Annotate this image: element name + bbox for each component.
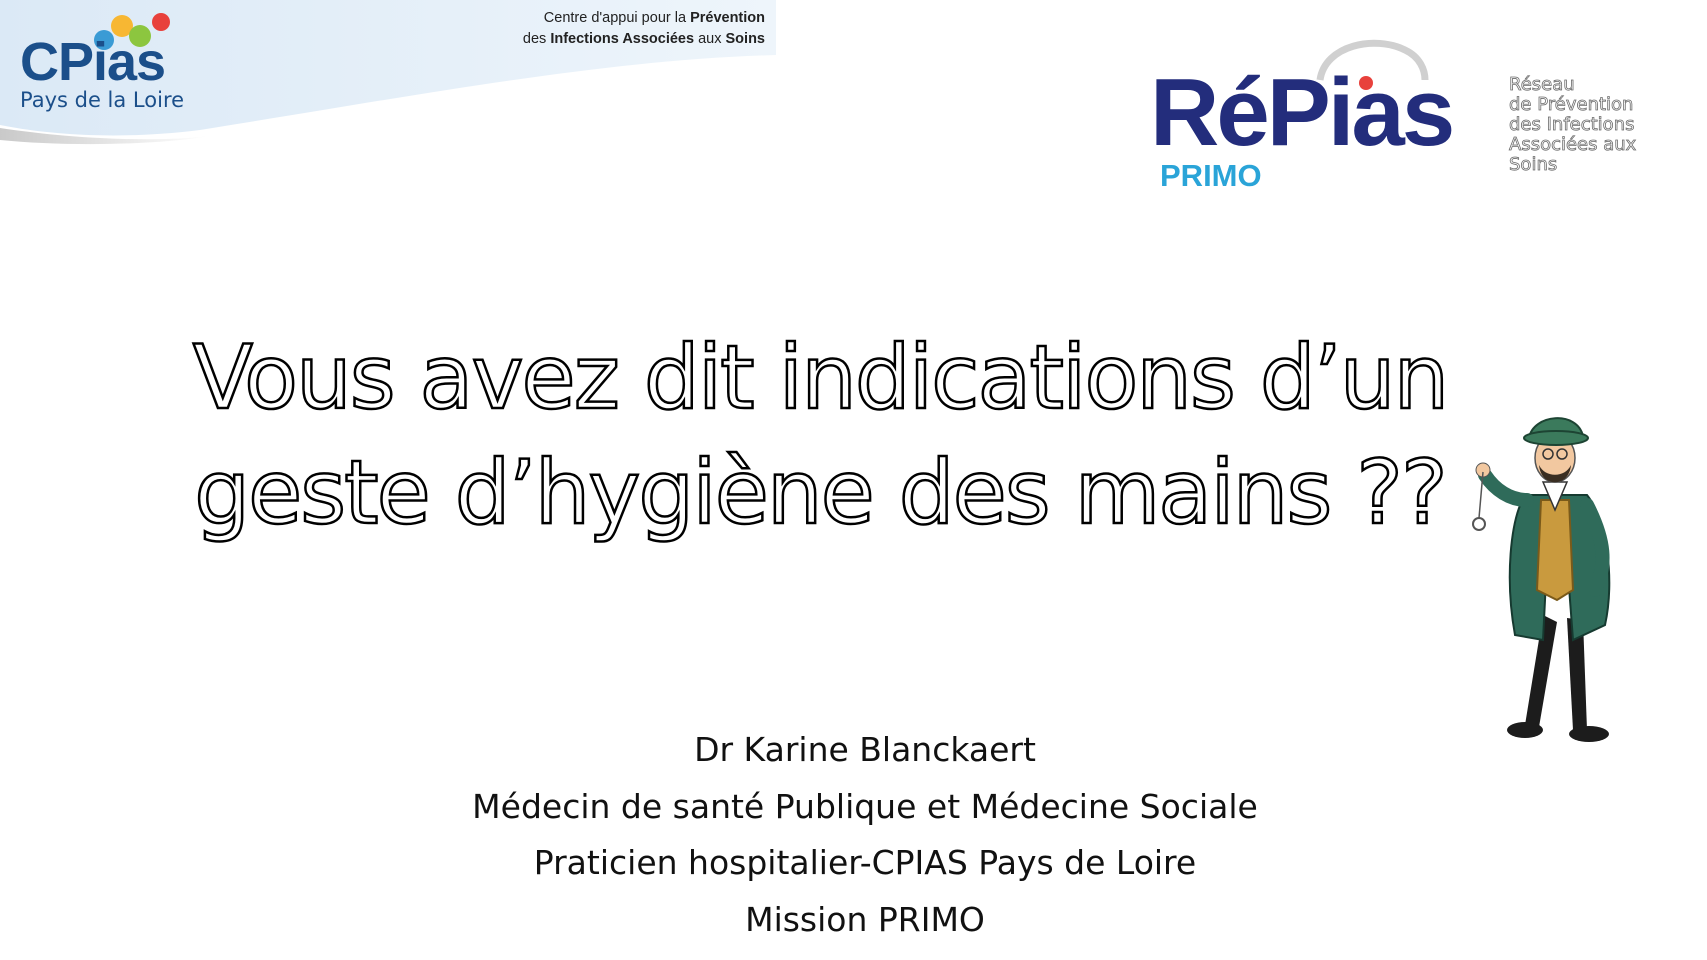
cpias-dot-red bbox=[152, 13, 170, 31]
author-info bbox=[320, 722, 1410, 948]
repias-wordmark: RéPias bbox=[1150, 59, 1453, 166]
author-role: Médecin de santé Publique et Médecine Sociale bbox=[472, 786, 1258, 826]
author-mission: Mission PRIMO bbox=[745, 899, 985, 939]
repias-description: Réseau de Prévention des Infections Associées aux Soins bbox=[1509, 74, 1637, 175]
author-position: Praticien hospitalier-CPIAS Pays de Loire bbox=[533, 843, 1197, 882]
slide-title-line1: Vous avez dit indications d’un bbox=[192, 326, 1448, 429]
repias-logo bbox=[1150, 35, 1690, 200]
cpias-tagline-line1: Centre d'appui pour la Prévention bbox=[543, 10, 765, 26]
cpias-tagline-line2: des Infections Associées aux Soins bbox=[522, 31, 765, 47]
cpias-region: Pays de la Loire bbox=[20, 88, 185, 112]
professor-illustration bbox=[1455, 400, 1655, 745]
author-name: Dr Karine Blanckaert bbox=[694, 730, 1036, 769]
slide-title-line2: geste d’hygiène des mains ?? bbox=[194, 441, 1446, 544]
cpias-logo bbox=[0, 0, 780, 150]
cpias-wordmark: CPias bbox=[20, 32, 166, 92]
cpias-tagline bbox=[470, 8, 765, 50]
repias-program-label: PRIMO bbox=[1160, 158, 1262, 193]
slide-title bbox=[140, 320, 1500, 550]
